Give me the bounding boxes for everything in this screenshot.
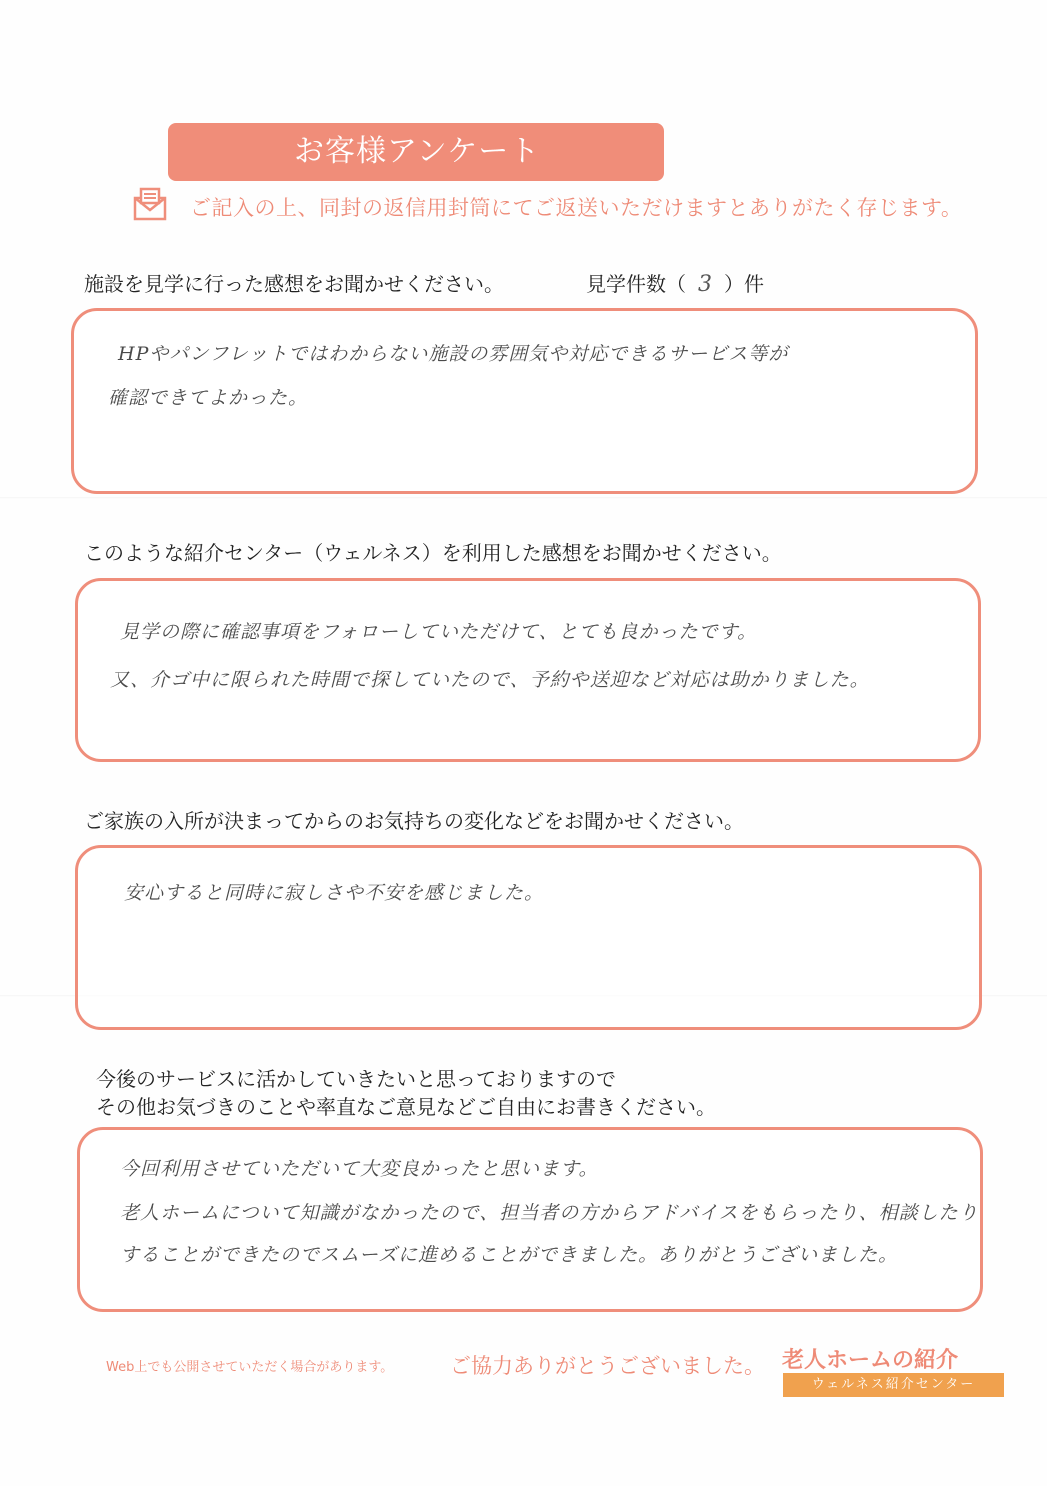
question-facility-visit: 施設を見学に行った感想をお聞かせください。 [84,272,504,296]
logo-title: 老人ホームの紹介 [782,1348,959,1373]
answer-line: 安心すると同時に寂しさや不安を感じました。 [124,882,545,904]
visit-count-suffix: ）件 [724,272,764,296]
answer-line: 老人ホームについて知識がなかったので、担当者の方からアドバイスをもらったり、相談したり [120,1202,979,1224]
question-other-comments-line2: その他お気づきのことや率直なご意見などご自由にお書きください。 [96,1095,716,1119]
answer-box-other-comments[interactable] [77,1127,983,1312]
answer-line: することができたのでスムーズに進めることができました。ありがとうございました。 [120,1244,899,1266]
answer-line: 確認できてよかった。 [108,387,309,409]
visit-count-label: 見学件数（ [586,272,686,296]
return-instruction: ご記入の上、同封の返信用封筒にてご返送いただけますとありがたく存じます。 [190,196,963,220]
survey-title: お客様アンケート [168,123,664,181]
answer-line: 見学の際に確認事項をフォローしていただけて、とても良かったです。 [120,621,758,643]
question-center-usage: このような紹介センター（ウェルネス）を利用した感想をお聞かせください。 [84,541,782,565]
answer-line: 今回利用させていただいて大変良かったと思います。 [120,1158,599,1180]
thanks-message: ご協力ありがとうございました。 [450,1354,765,1378]
visit-count-value[interactable]: 3 [698,272,712,297]
answer-box-center-usage[interactable] [75,578,981,762]
question-feelings-change: ご家族の入所が決まってからのお気持ちの変化などをお聞かせください。 [84,809,744,833]
logo-subtitle: ウェルネス紹介センター [783,1373,1004,1397]
visit-count [586,268,764,297]
paper-fold-line [0,497,1047,499]
web-publication-note: Web上でも公開させていただく場合があります。 [106,1360,394,1375]
answer-line: HPやパンフレットではわからない施設の雰囲気や対応できるサービス等が [118,343,789,365]
question-other-comments-line1: 今後のサービスに活かしていきたいと思っておりますので [96,1067,616,1091]
answer-line: 又、介ゴ中に限られた時間で探していたので、予約や送迎など対応は助かりました。 [110,669,870,691]
answer-box-facility-visit[interactable] [71,308,978,494]
envelope-icon [132,186,168,222]
answer-box-feelings-change[interactable] [75,845,982,1030]
